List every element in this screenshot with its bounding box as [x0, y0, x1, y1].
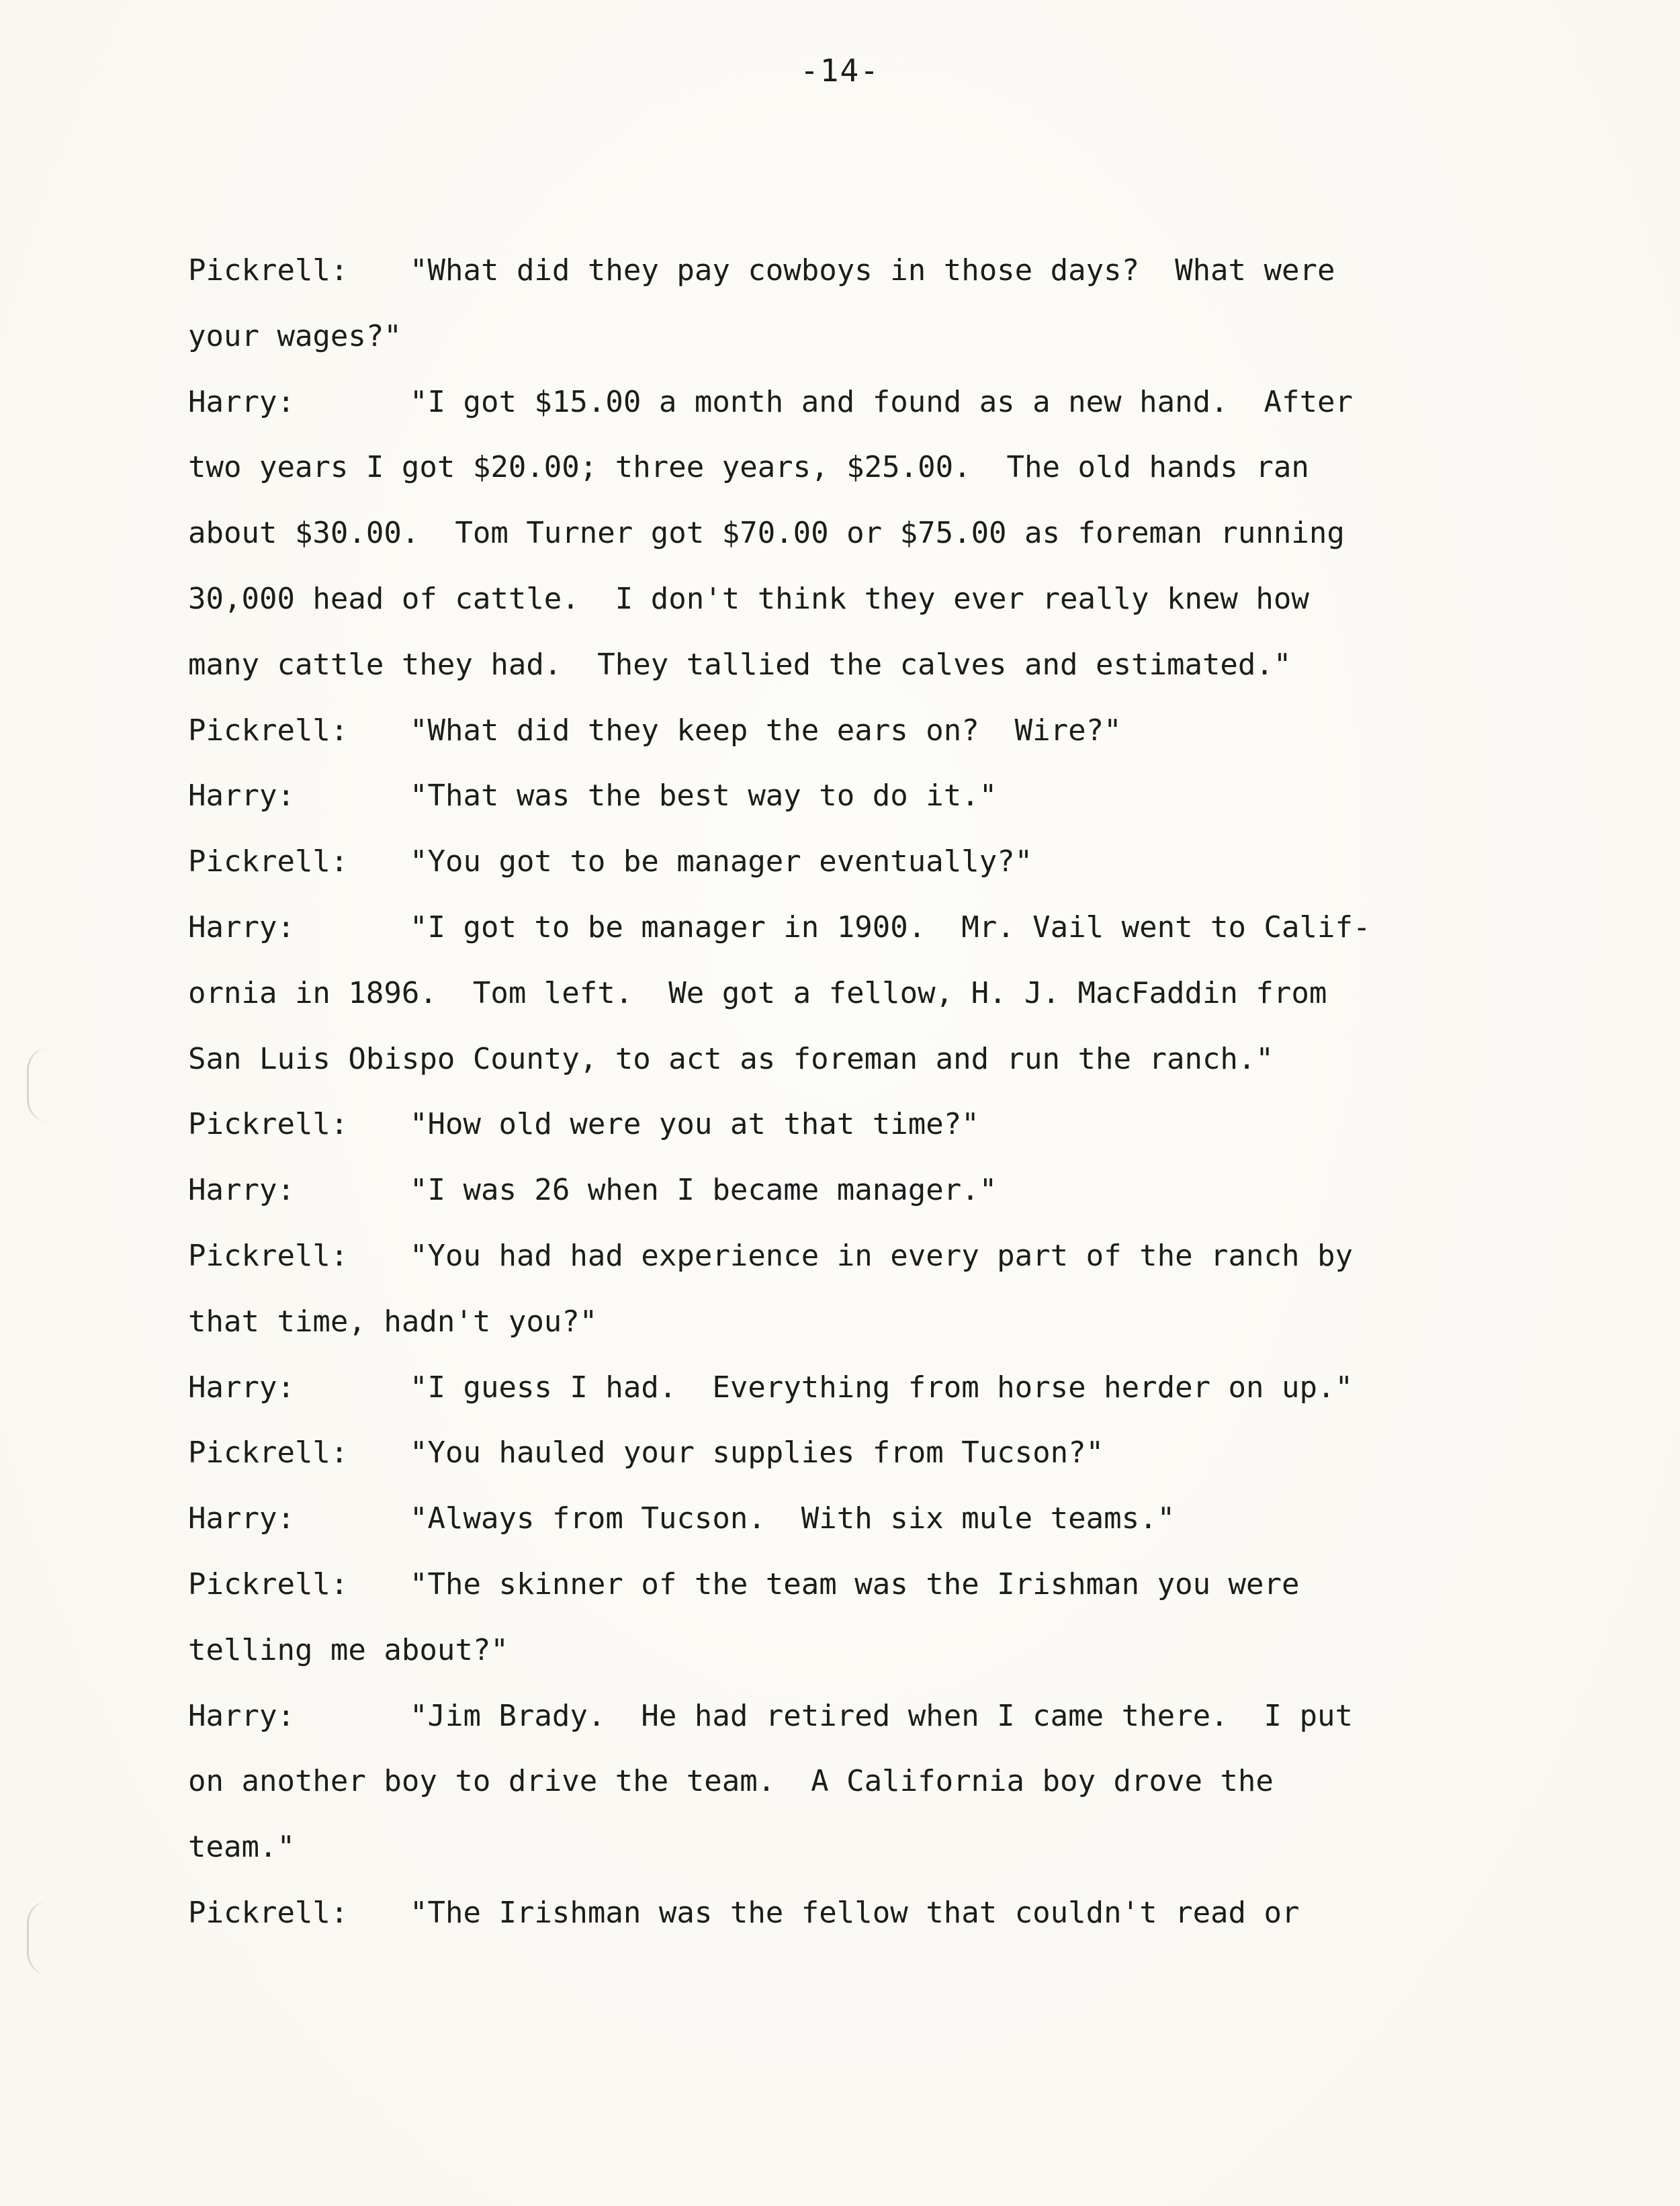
margin-mark: [27, 1048, 49, 1122]
transcript-line: [188, 1825, 1518, 1891]
line-text: 30,000 head of cattle. I don't think they ever really knew how: [188, 581, 1309, 616]
speaker-label: Harry:: [188, 1370, 295, 1405]
line-text: "Always from Tucson. With six mule teams.": [410, 1501, 1176, 1536]
transcript-line: [188, 1168, 1518, 1234]
line-text: San Luis Obispo County, to act as foreman and run the ranch.": [188, 1041, 1274, 1076]
line-text: "That was the best way to do it.": [410, 779, 998, 813]
margin-mark: [27, 1901, 49, 1975]
transcript-line: [188, 511, 1518, 577]
line-text: "How old were you at that time?": [410, 1107, 979, 1142]
transcript-line: [188, 709, 1518, 775]
line-text: "The Irishman was the fellow that couldn't read or: [410, 1895, 1300, 1930]
speaker-label: Pickrell:: [188, 1436, 349, 1470]
transcript-body: [188, 249, 1518, 1957]
transcript-line: [188, 643, 1518, 709]
speaker-label: Pickrell:: [188, 253, 349, 288]
transcript-line: [188, 906, 1518, 971]
line-text: your wages?": [188, 318, 402, 353]
line-text: "I got to be manager in 1900. Mr. Vail went to Calif-: [410, 910, 1371, 944]
transcript-line: [188, 1759, 1518, 1825]
transcript-line: [188, 445, 1518, 511]
transcript-line: [188, 1891, 1518, 1957]
line-text: ornia in 1896. Tom left. We got a fellow, H. J. MacFaddin from: [188, 975, 1327, 1010]
line-text: on another boy to drive the team. A California boy drove the: [188, 1764, 1274, 1799]
transcript-line: [188, 1562, 1518, 1628]
line-text: "Jim Brady. He had retired when I came there. I put: [410, 1698, 1353, 1733]
speaker-label: Harry:: [188, 1698, 295, 1733]
transcript-line: [188, 1300, 1518, 1366]
line-text: "You got to be manager eventually?": [410, 844, 1033, 879]
speaker-label: Harry:: [188, 779, 295, 813]
transcript-line: [188, 1366, 1518, 1431]
speaker-label: Pickrell:: [188, 844, 349, 879]
transcript-line: [188, 380, 1518, 446]
transcript-line: [188, 1431, 1518, 1497]
line-text: team.": [188, 1830, 295, 1865]
line-text: many cattle they had. They tallied the calves and estimated.": [188, 647, 1292, 682]
line-text: that time, hadn't you?": [188, 1304, 598, 1339]
line-text: about $30.00. Tom Turner got $70.00 or $75.00 as foreman running: [188, 516, 1345, 551]
speaker-label: Pickrell:: [188, 1238, 349, 1273]
speaker-label: Harry:: [188, 1173, 295, 1208]
speaker-label: Pickrell:: [188, 1895, 349, 1930]
speaker-label: Pickrell:: [188, 713, 349, 748]
transcript-line: [188, 1234, 1518, 1300]
transcript-line: [188, 577, 1518, 643]
transcript-line: [188, 1694, 1518, 1760]
line-text: "I guess I had. Everything from horse herder on up.": [410, 1370, 1353, 1405]
line-text: "What did they pay cowboys in those days? What were: [410, 253, 1335, 288]
speaker-label: Harry:: [188, 384, 295, 419]
transcript-line: [188, 314, 1518, 380]
line-text: "You hauled your supplies from Tucson?": [410, 1436, 1104, 1470]
speaker-label: Pickrell:: [188, 1567, 349, 1601]
transcript-line: [188, 971, 1518, 1037]
transcript-line: [188, 840, 1518, 906]
line-text: "What did they keep the ears on? Wire?": [410, 713, 1122, 748]
speaker-label: Pickrell:: [188, 1107, 349, 1142]
transcript-line: [188, 1497, 1518, 1562]
line-text: "I got $15.00 a month and found as a new hand. After: [410, 384, 1353, 419]
line-text: two years I got $20.00; three years, $25.00. The old hands ran: [188, 450, 1309, 485]
transcript-line: [188, 1037, 1518, 1103]
transcript-line: [188, 249, 1518, 314]
line-text: telling me about?": [188, 1632, 509, 1667]
page-number: -14-: [800, 52, 880, 89]
transcript-line: [188, 774, 1518, 840]
transcript-line: [188, 1102, 1518, 1168]
line-text: "The skinner of the team was the Irishman you were: [410, 1567, 1300, 1601]
line-text: "I was 26 when I became manager.": [410, 1173, 998, 1208]
speaker-label: Harry:: [188, 1501, 295, 1536]
transcript-line: [188, 1628, 1518, 1694]
speaker-label: Harry:: [188, 910, 295, 944]
line-text: "You had had experience in every part of the ranch by: [410, 1238, 1353, 1273]
